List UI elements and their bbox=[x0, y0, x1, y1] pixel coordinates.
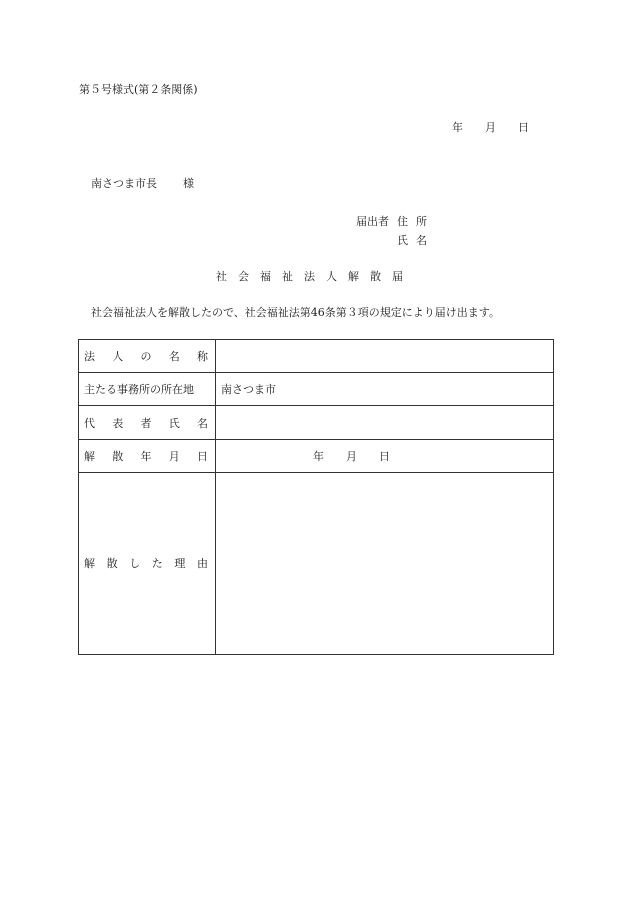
label-char: 由 bbox=[196, 557, 208, 571]
dissolution-reason-field[interactable] bbox=[216, 472, 554, 654]
office-location-field[interactable]: 南さつま市 bbox=[216, 373, 554, 406]
table-row-dissolution-date bbox=[79, 439, 554, 472]
document-statement: 社会福祉法人を解散したので、社会福祉法第46条第３項の規定により届け出ます。 bbox=[91, 306, 500, 319]
label-char: 理 bbox=[174, 557, 186, 571]
label-char: 法 bbox=[84, 350, 95, 364]
label-char: 散 bbox=[112, 449, 124, 463]
recipient-honorific: 様 bbox=[183, 177, 194, 190]
label-char: 散 bbox=[106, 557, 118, 571]
corporation-name-label bbox=[79, 340, 216, 373]
date-year-label: 年 bbox=[452, 121, 463, 134]
office-location-label: 主たる事務所の所在地 bbox=[79, 373, 216, 406]
label-char: 名 bbox=[168, 350, 180, 364]
dissolution-date-field[interactable] bbox=[216, 439, 554, 472]
label-char: た bbox=[151, 557, 163, 571]
label-char: 日 bbox=[197, 449, 208, 463]
table-row-corporation-name bbox=[79, 340, 554, 373]
form-number: 第５号様式(第２条関係) bbox=[79, 83, 198, 96]
dissolution-month-unit: 月 bbox=[346, 449, 357, 463]
label-char: 解 bbox=[84, 557, 95, 571]
applicant-label: 届出者 bbox=[356, 215, 389, 228]
date-month-label: 月 bbox=[485, 121, 496, 134]
dissolution-reason-label bbox=[79, 472, 216, 654]
label-char: 表 bbox=[112, 416, 124, 430]
applicant-label-spacer bbox=[347, 231, 389, 250]
document-title: 社会福祉法人解散届 bbox=[216, 270, 414, 283]
label-char: 解 bbox=[84, 449, 95, 463]
dissolution-date-label bbox=[79, 439, 216, 472]
dissolution-day-unit: 日 bbox=[379, 449, 390, 463]
label-char: 年 bbox=[140, 449, 152, 463]
table-row-dissolution-reason bbox=[79, 472, 554, 654]
recipient-name: 南さつま市長 bbox=[91, 177, 157, 190]
date-day-label: 日 bbox=[518, 121, 529, 134]
recipient bbox=[91, 175, 194, 191]
label-char: 称 bbox=[197, 350, 208, 364]
representative-label bbox=[79, 406, 216, 439]
label-char: 月 bbox=[168, 449, 180, 463]
dissolution-info-table bbox=[78, 339, 554, 655]
corporation-name-field[interactable] bbox=[216, 340, 554, 373]
applicant-name-label: 氏名 bbox=[397, 234, 435, 247]
label-char: 氏 bbox=[168, 416, 180, 430]
table-row-office-location bbox=[79, 373, 554, 406]
label-char: 者 bbox=[140, 416, 152, 430]
label-char: 代 bbox=[84, 416, 95, 430]
table-row-representative bbox=[79, 406, 554, 439]
representative-field[interactable] bbox=[216, 406, 554, 439]
applicant-address-label: 住所 bbox=[397, 215, 435, 228]
submission-date bbox=[452, 119, 529, 135]
label-char: 名 bbox=[197, 416, 208, 430]
dissolution-year-unit: 年 bbox=[313, 449, 324, 463]
label-char: 人 bbox=[112, 350, 124, 364]
label-char: の bbox=[140, 350, 152, 364]
label-char: し bbox=[129, 557, 141, 571]
applicant-block bbox=[347, 212, 435, 250]
